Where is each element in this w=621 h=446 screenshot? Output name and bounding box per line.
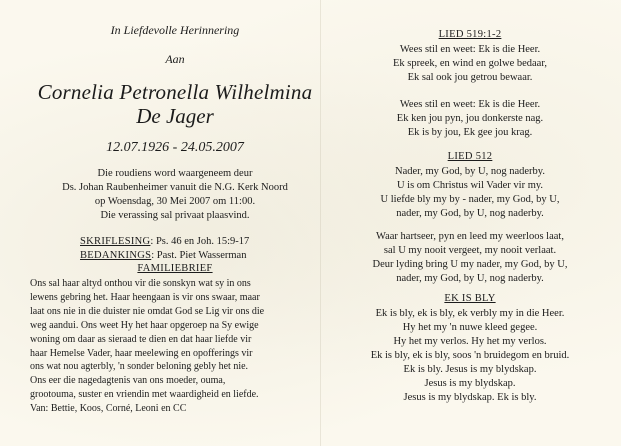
familiebrief-line: grootouma, suster en vriendin met waardigheid en liefde. [30, 389, 259, 401]
hymn-line: Hy het my 'n nuwe kleed gegee. [402, 322, 538, 333]
lied3-title: EK IS BLY [444, 293, 496, 304]
familiebrief-signature: Van: Bettie, Koos, Corné, Leoni en CC [30, 403, 187, 414]
familiebrief-line: Ons sal haar altyd onthou vir die sonskyn wat sy in ons [30, 278, 251, 289]
hymn-line: Wees stil en weet: Ek is die Heer. [399, 44, 541, 55]
lied3-verse [340, 307, 600, 405]
life-dates: 12.07.1926 - 24.05.2007 [106, 140, 244, 155]
hymn-line: U liefde bly my by - nader, my God, by U, [380, 194, 560, 205]
hymn-line: Deur lyding bring U my nader, my God, by U, [372, 259, 568, 270]
familiebrief-title: FAMILIEBRIEF [137, 263, 213, 274]
lied1-verse2 [340, 98, 600, 140]
service-line: op Woensdag, 30 Mei 2007 om 11:00. [94, 196, 256, 207]
hymn-line: Jesus is my blydskap. Ek is bly. [403, 392, 537, 403]
hymn-line: Waar hartseer, pyn en leed my weerloos laat, [376, 231, 564, 242]
hymn-line: U is om Christus wil Vader vir my. [396, 180, 544, 191]
memorial-intro: In Liefdevolle Herinnering [110, 23, 240, 37]
hymn-line: Ek is bly. Jesus is my blydskap. [403, 364, 537, 375]
hymn-line: Jesus is my blydskap. [424, 378, 516, 389]
dedication-aan: Aan [165, 52, 185, 66]
bedankings-value: : Past. Piet Wasserman [151, 250, 247, 261]
hymn-line: Ek is bly, ek is bly, ek verbly my in die Heer. [375, 308, 565, 319]
lied1-verse1 [340, 43, 600, 85]
lied2-title: LIED 512 [447, 151, 493, 162]
hymn-line: Ek spreek, en wind en golwe bedaar, [392, 58, 548, 69]
familiebrief-line: woning om daar as sieraad te dien en dat haar liefde vir [30, 333, 252, 345]
familiebrief-body [30, 277, 320, 402]
lied1-title-wrap [340, 28, 600, 42]
bedankings-row [80, 249, 249, 263]
lied2-verse1 [340, 165, 600, 221]
skriflesing-row [80, 235, 249, 249]
deceased-name-line1: Cornelia Petronella Wilhelmina [37, 80, 313, 104]
bedankings-label: BEDANKINGS [80, 250, 152, 261]
hymn-line: Nader, my God, by U, nog naderby. [395, 166, 545, 177]
skriflesing-label: SKRIFLESING [80, 236, 151, 247]
familiebrief-line: lewens gebring het. Haar heengaan is vir ons swaar, maar [30, 291, 260, 303]
familiebrief-line: ons wat nou agterbly, 'n sonder beloning gebly het nie. [30, 361, 249, 373]
hymn-line: Ek sal ook jou getrou bewaar. [407, 72, 533, 83]
service-line: Die verassing sal privaat plaasvind. [100, 210, 250, 221]
lied1-title: LIED 519:1-2 [438, 29, 502, 40]
service-line: Die roudiens word waargeneem deur [97, 168, 253, 179]
skriflesing-value: : Ps. 46 en Joh. 15:9-17 [150, 236, 250, 247]
familiebrief-line: haar Hemelse Vader, haar meelewing en opofferings vir [30, 347, 253, 359]
service-details [30, 167, 320, 223]
lied2-title-wrap [340, 150, 600, 164]
familiebrief-line: weg aandui. Ons weet Hy het haar opgeroep na Sy ewige [30, 319, 259, 331]
hymn-line: nader, my God, by U, nog naderby. [396, 273, 544, 284]
lied3-title-wrap [340, 292, 600, 306]
hymn-line: Ek ken jou pyn, jou donkerste nag. [396, 113, 544, 124]
deceased-name-line2: De Jager [136, 104, 214, 128]
familiebrief-line: Ons eer die nagedagtenis van ons moeder, ouma, [30, 375, 226, 387]
familiebrief-line: laat ons nie in die duister nie omdat God se Lig vir ons die [30, 305, 265, 317]
hymn-line: Hy het my verlos. Hy het my verlos. [393, 336, 547, 347]
page-fold-line [320, 0, 321, 446]
hymn-line: nader, my God, by U, nog naderby. [396, 208, 544, 219]
lied2-verse2 [340, 230, 600, 286]
service-roles [80, 235, 249, 263]
service-line: Ds. Johan Raubenheimer vanuit die N.G. Kerk Noord [62, 182, 288, 193]
hymn-line: sal U my nooit vergeet, my nooit verlaat. [383, 245, 557, 256]
hymn-line: Wees stil en weet: Ek is die Heer. [399, 99, 541, 110]
hymn-line: Ek is bly, ek is bly, soos 'n bruidegom en bruid. [370, 350, 570, 361]
hymn-line: Ek is by jou, Ek gee jou krag. [407, 127, 533, 138]
